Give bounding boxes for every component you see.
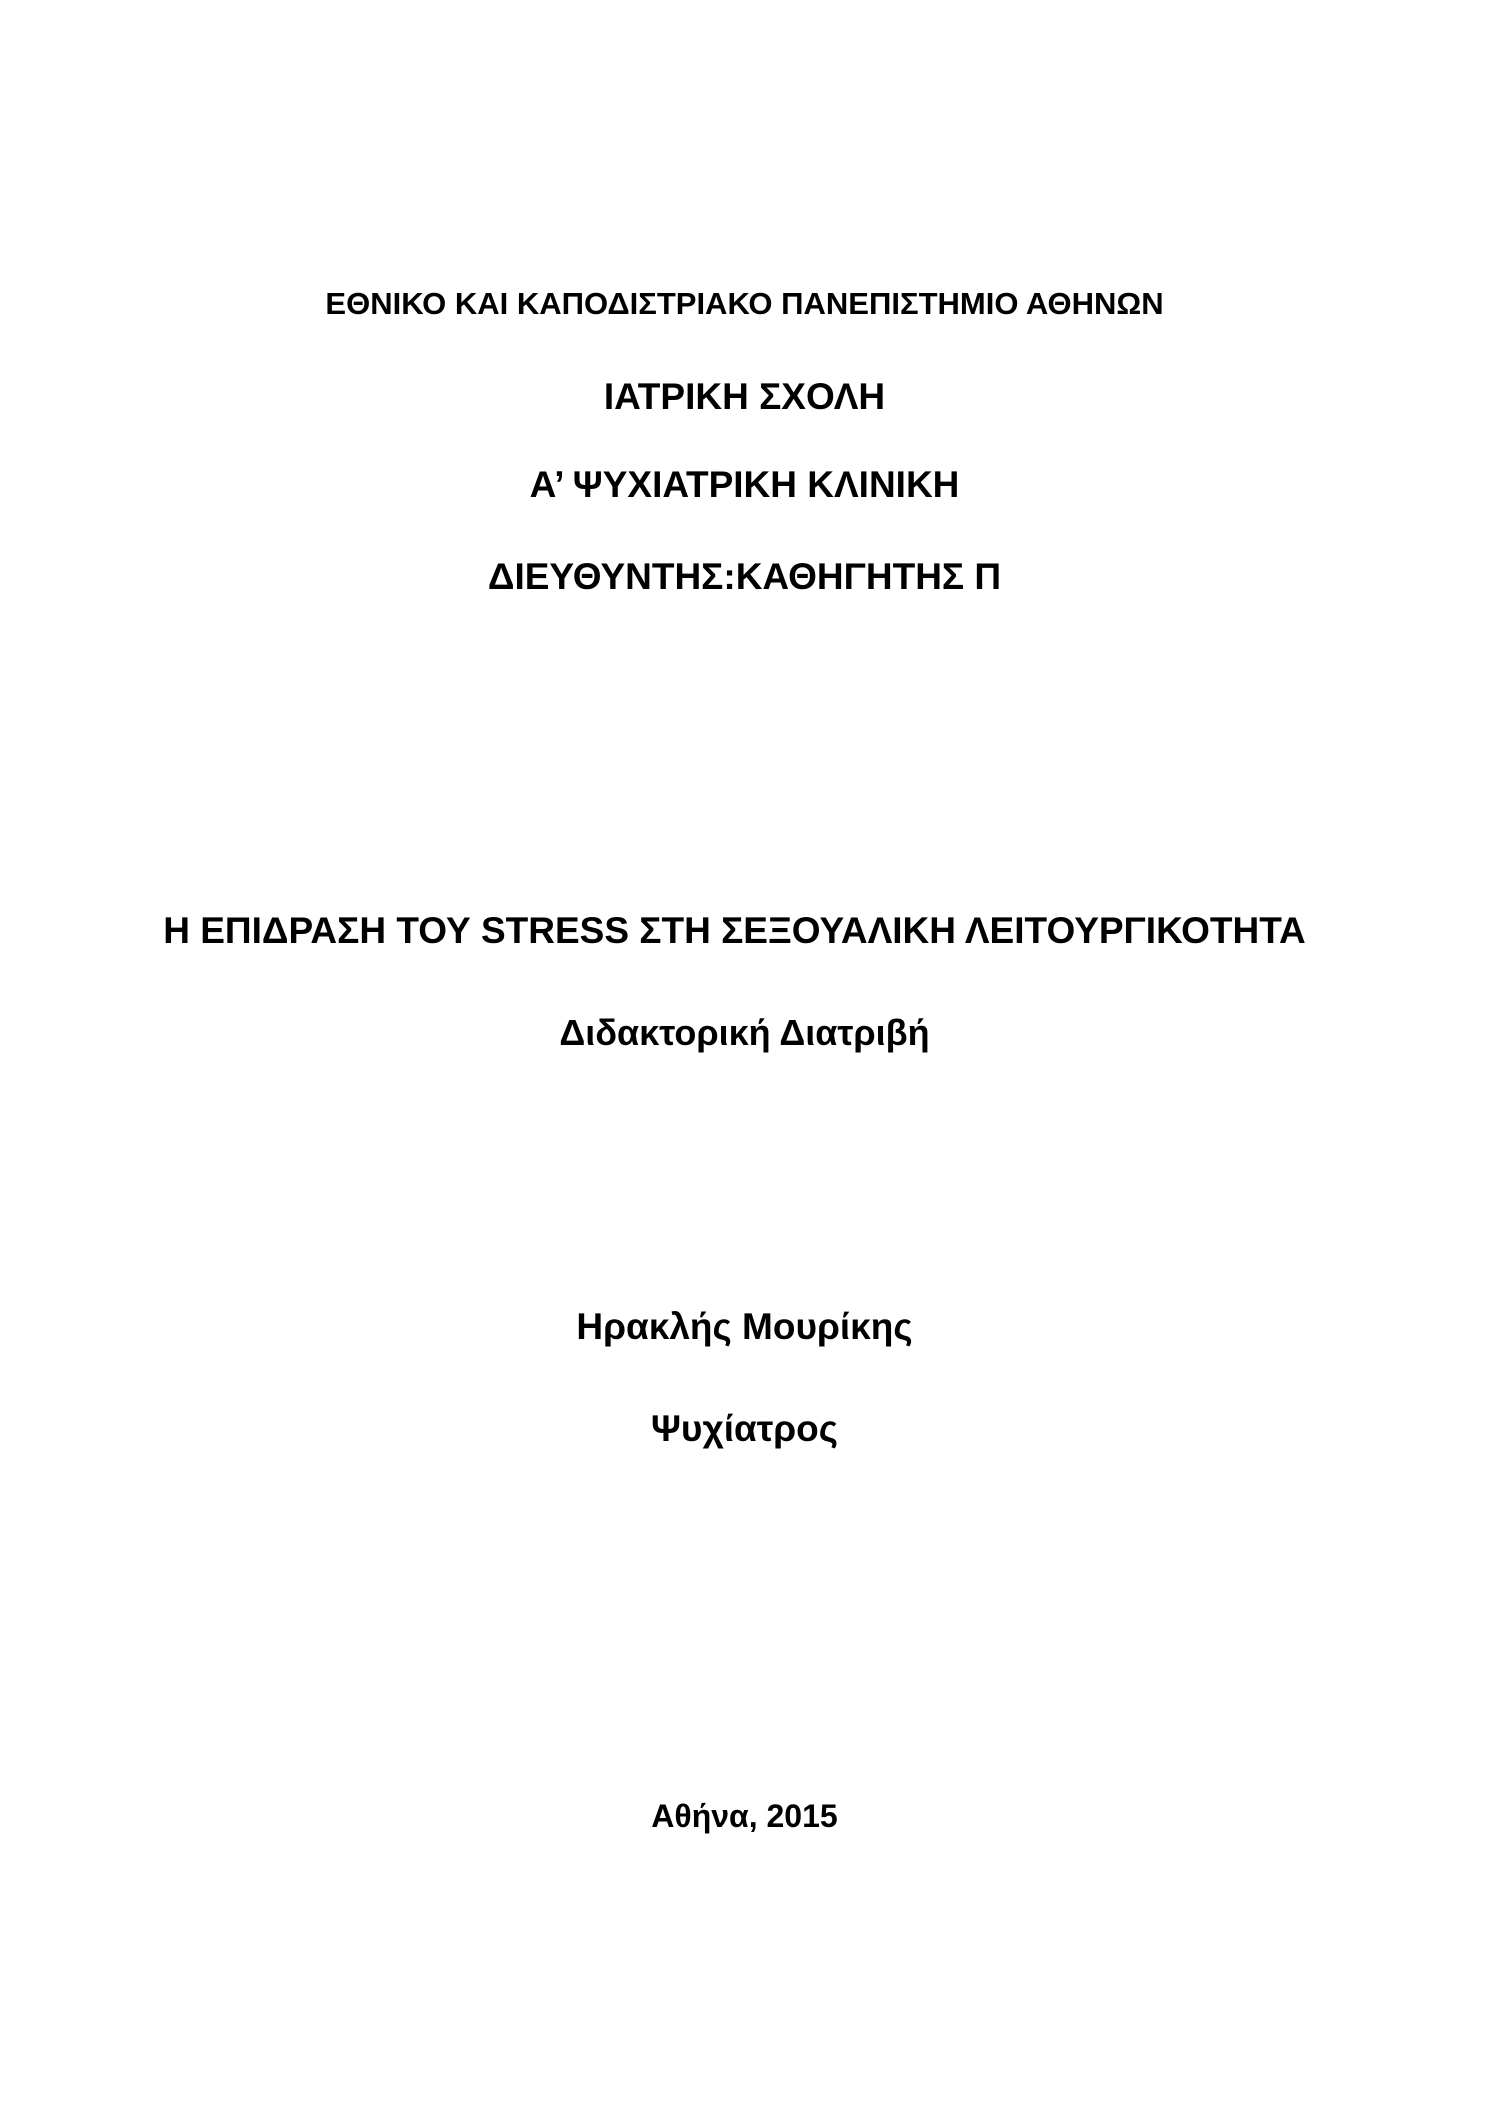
clinic-name: Α’ ΨΥΧΙΑΤΡΙΚΗ ΚΛΙΝΙΚΗ xyxy=(529,464,960,505)
thesis-title: Η ΕΠΙΔΡΑΣΗ ΤΟΥ STRESS ΣΤΗ ΣΕΞΟΥΑΛΙΚΗ ΛΕΙΤΟΥΡΓΙΚΟΤΗΤΑ xyxy=(163,910,1306,951)
thesis-type: Διδακτορική Διατριβή xyxy=(559,1012,930,1053)
author-name: Ηρακλής Μουρίκης xyxy=(576,1306,913,1347)
place-and-date: Αθήνα, 2015 xyxy=(651,1798,838,1834)
director-line: ΔΙΕΥΘΥΝΤΗΣ:ΚΑΘΗΓΗΤΗΣ Π xyxy=(487,556,1002,597)
author-profession: Ψυχίατρος xyxy=(650,1408,839,1449)
school-name: ΙΑΤΡΙΚΗ ΣΧΟΛΗ xyxy=(603,376,886,417)
university-name: ΕΘΝΙΚΟ ΚΑΙ ΚΑΠΟΔΙΣΤΡΙΑΚΟ ΠΑΝΕΠΙΣΤΗΜΙΟ ΑΘΗΝΩΝ xyxy=(325,286,1164,321)
